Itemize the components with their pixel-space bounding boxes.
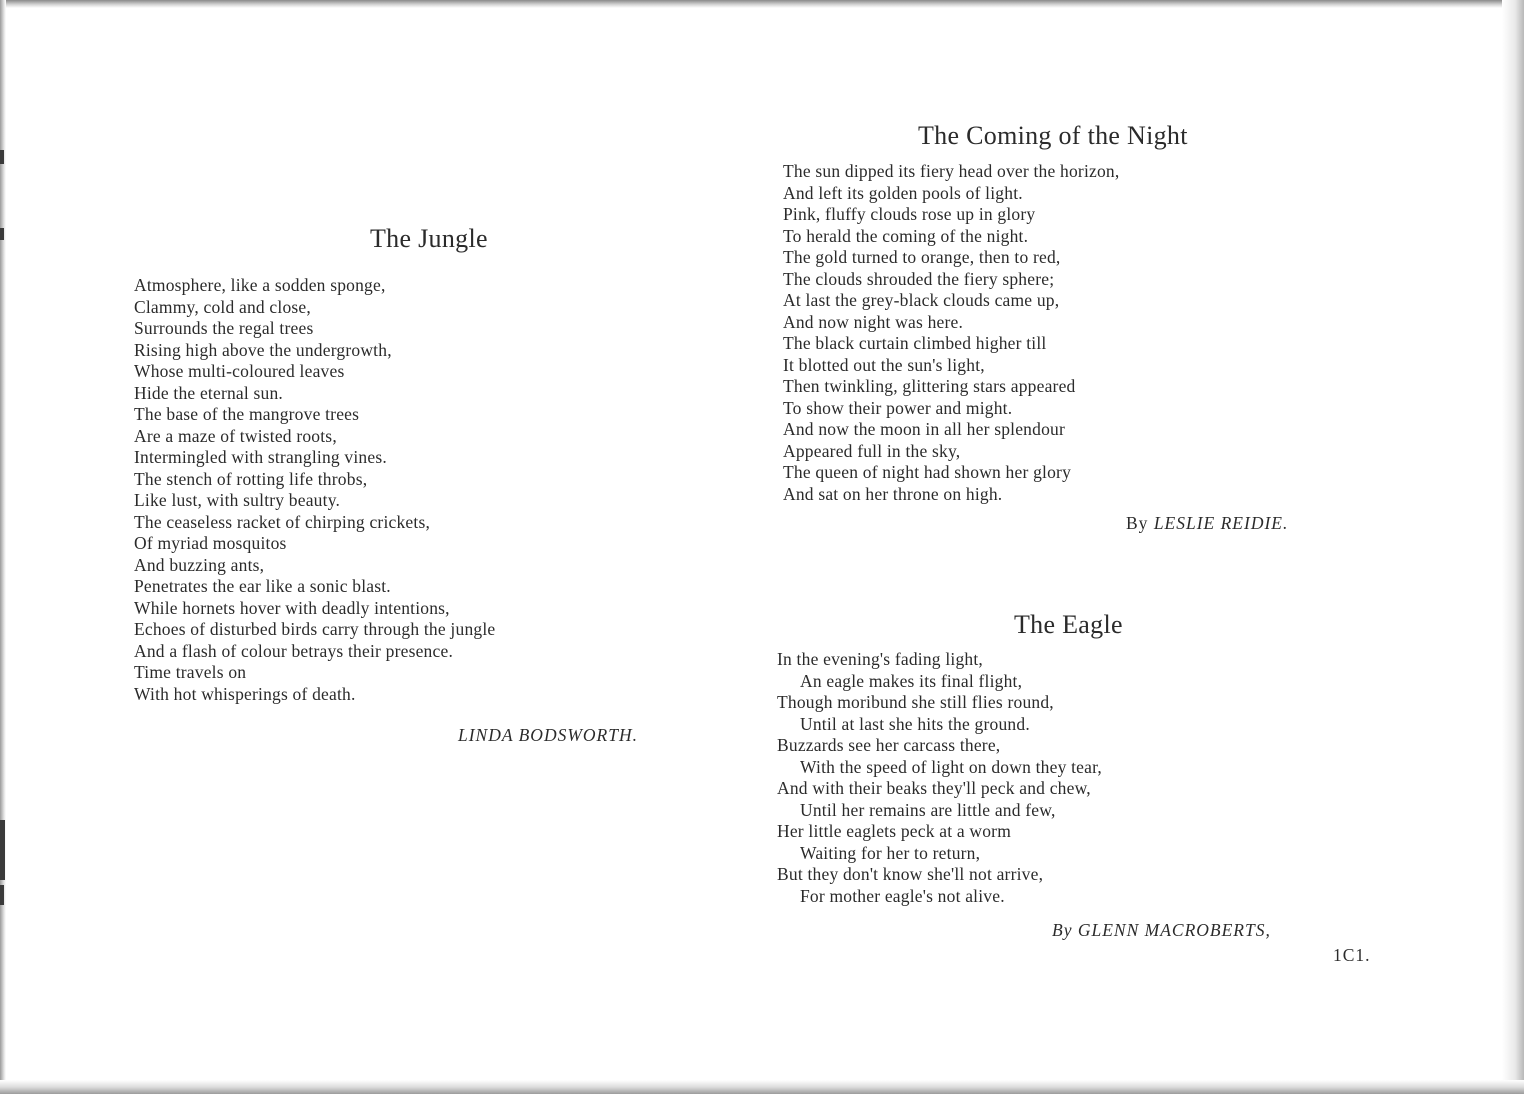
- poem-line: Her little eaglets peck at a worm: [777, 821, 1012, 841]
- poem-line: Penetrates the ear like a sonic blast.: [134, 576, 391, 596]
- jungle-title: The Jungle: [370, 224, 488, 253]
- poem-line: And now night was here.: [783, 311, 964, 332]
- poem-line: An eagle makes its final flight,: [800, 670, 1023, 691]
- eagle-author: GLENN MACROBERTS,: [1077, 920, 1271, 940]
- poem-line: And left its golden pools of light.: [783, 182, 1023, 203]
- poem-line: Rising high above the undergrowth,: [134, 339, 392, 360]
- page-edge-bottom: [0, 1080, 1524, 1094]
- poem-line: At last the grey-black clouds came up,: [783, 290, 1060, 310]
- poem-line: Surrounds the regal trees: [134, 318, 314, 338]
- poem-line: To show their power and might.: [783, 397, 1013, 418]
- poem-line: Then twinkling, glittering stars appeared: [783, 376, 1076, 396]
- poem-line: It blotted out the sun's light,: [783, 354, 985, 375]
- jungle-byline: [458, 725, 638, 746]
- jungle-poem: [134, 275, 495, 705]
- poem-line: The queen of night had shown her glory: [783, 462, 1072, 482]
- binding-mark: [0, 228, 4, 240]
- poem-line: The sun dipped its fiery head over the horizon,: [783, 161, 1120, 181]
- night-title: The Coming of the Night: [918, 121, 1188, 150]
- poem-line: For mother eagle's not alive.: [800, 885, 1005, 906]
- poem-line: The gold turned to orange, then to red,: [783, 247, 1061, 267]
- poem-line: And sat on her throne on high.: [783, 483, 1003, 504]
- binding-mark: [0, 820, 5, 880]
- poem-line: Until at last she hits the ground.: [800, 713, 1030, 734]
- poem-line: While hornets hover with deadly intentions,: [134, 597, 450, 618]
- eagle-byline: [1052, 920, 1271, 941]
- poem-line: To herald the coming of the night.: [783, 225, 1029, 246]
- night-by: By: [1126, 513, 1149, 533]
- night-author: LESLIE REIDIE.: [1153, 513, 1289, 533]
- poem-line: Whose multi-coloured leaves: [134, 361, 345, 381]
- poem-line: Time travels on: [134, 662, 247, 682]
- night-byline: [1126, 513, 1288, 534]
- poem-line: Though moribund she still flies round,: [777, 692, 1054, 712]
- jungle-author: LINDA BODSWORTH.: [458, 725, 638, 745]
- poem-line: With hot whisperings of death.: [134, 683, 356, 704]
- poem-line: And a flash of colour betrays their presence.: [134, 640, 454, 661]
- eagle-poem: [777, 649, 1102, 907]
- page-edge-left: [0, 0, 6, 1094]
- poem-line: The black curtain climbed higher till: [783, 333, 1047, 353]
- poem-line: Echoes of disturbed birds carry through the jungle: [134, 619, 496, 639]
- poem-line: Appeared full in the sky,: [783, 440, 961, 461]
- poem-line: And buzzing ants,: [134, 554, 265, 575]
- poem-line: And with their beaks they'll peck and chew,: [777, 778, 1091, 798]
- poem-line: Buzzards see her carcass there,: [777, 735, 1001, 755]
- poem-line: Pink, fluffy clouds rose up in glory: [783, 204, 1036, 224]
- poem-line: Clammy, cold and close,: [134, 296, 311, 317]
- eagle-form-code: 1C1.: [1333, 945, 1371, 965]
- poem-line: Intermingled with strangling vines.: [134, 447, 387, 467]
- poem-line: But they don't know she'll not arrive,: [777, 864, 1044, 884]
- poem-line: Are a maze of twisted roots,: [134, 425, 337, 446]
- eagle-by: By: [1052, 920, 1073, 940]
- poem-line: Hide the eternal sun.: [134, 382, 284, 403]
- binding-mark: [0, 150, 4, 164]
- poem-line: Until her remains are little and few,: [800, 799, 1056, 820]
- eagle-title: The Eagle: [1014, 610, 1123, 639]
- page-edge-right: [1502, 0, 1524, 1094]
- poem-line: With the speed of light on down they tear,: [800, 756, 1102, 777]
- poem-line: Like lust, with sultry beauty.: [134, 490, 341, 510]
- page-edge-top: [0, 0, 1524, 8]
- poem-line: The clouds shrouded the fiery sphere;: [783, 268, 1055, 289]
- poem-line: The base of the mangrove trees: [134, 404, 360, 424]
- poem-line: The ceaseless racket of chirping crickets,: [134, 511, 431, 532]
- poem-line: Atmosphere, like a sodden sponge,: [134, 275, 386, 295]
- poem-line: And now the moon in all her splendour: [783, 419, 1066, 439]
- poem-line: The stench of rotting life throbs,: [134, 468, 368, 489]
- binding-mark: [0, 885, 4, 905]
- poem-line: Waiting for her to return,: [800, 842, 981, 863]
- poem-line: Of myriad mosquitos: [134, 533, 287, 553]
- night-poem: [783, 161, 1119, 505]
- poem-line: In the evening's fading light,: [777, 649, 983, 669]
